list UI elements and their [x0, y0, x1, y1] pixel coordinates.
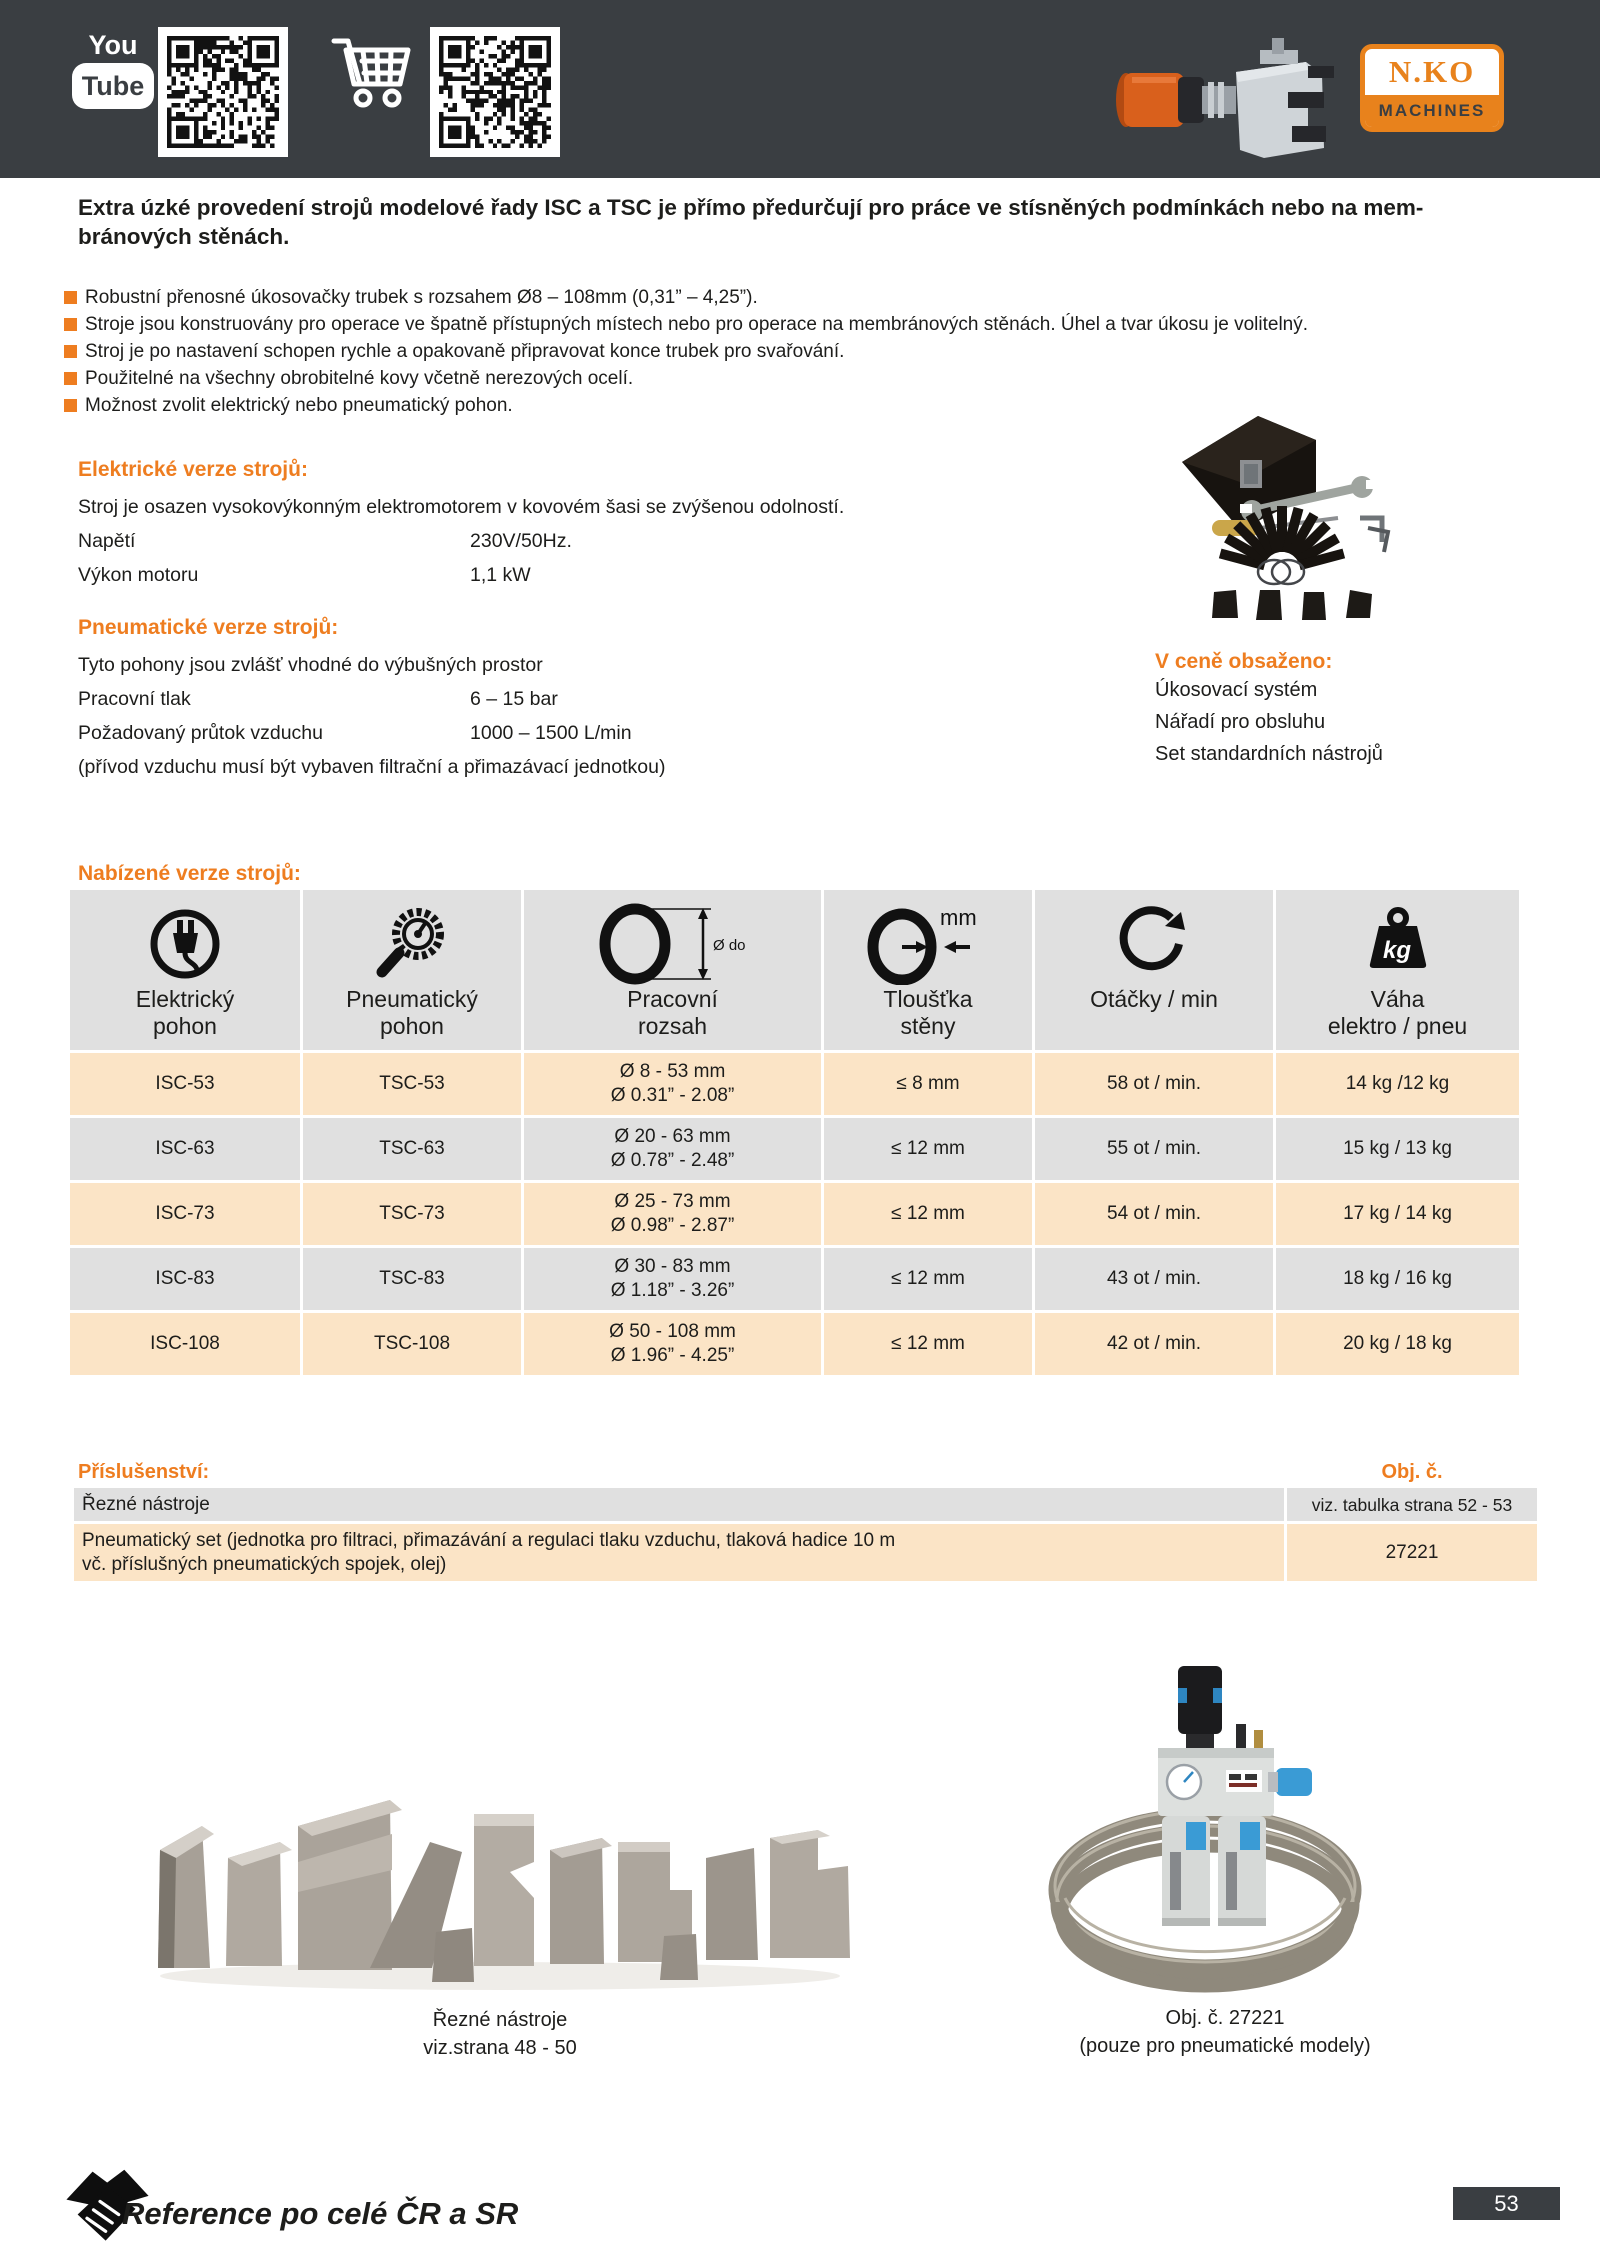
- spec-value: 1000 – 1500 L/min: [470, 722, 632, 744]
- pneumatic-section-title: Pneumatické verze strojů:: [78, 616, 339, 639]
- cell: [824, 1183, 1032, 1245]
- included-title: V ceně obsaženo:: [1155, 650, 1333, 673]
- brand-logo: [1360, 44, 1504, 132]
- table-header-wall: [824, 890, 1032, 1050]
- accessories-title: Příslušenství:: [78, 1461, 210, 1483]
- cutting-tools-caption: [280, 2006, 720, 2062]
- youtube-logo-you: You: [88, 30, 138, 60]
- beveling-machine-photo: [1112, 30, 1337, 160]
- caption-line1: Obj. č. 27221: [1165, 2007, 1285, 2029]
- machines-table: [70, 890, 1519, 1375]
- bullet-square-icon: [64, 399, 77, 412]
- cell-rpm: 42 ot / min.: [1107, 1333, 1201, 1354]
- intro-heading-line2: bránových stěnách.: [78, 224, 290, 249]
- col-label: stěny: [900, 1013, 956, 1039]
- table-row-isc-63: [70, 1118, 300, 1180]
- bullet-text: Stroj je po nastavení schopen rychle a opakovaně připravovat konce trubek pro svařování.: [85, 341, 845, 362]
- col-label: elektro / pneu: [1327, 1013, 1468, 1039]
- table-row-isc-83: [70, 1248, 300, 1310]
- accessory-name-line2: vč. příslušných pneumatických spojek, olej): [82, 1553, 447, 1575]
- spec-value: 6 – 15 bar: [470, 688, 558, 710]
- bullet-square-icon: [64, 318, 77, 331]
- caption-line2: viz.strana 48 - 50: [423, 2037, 577, 2059]
- page-number: 53: [1494, 2190, 1519, 2216]
- list-item: [64, 314, 1564, 336]
- cell: [824, 1248, 1032, 1310]
- included-item: Set standardních nástrojů: [1155, 743, 1383, 765]
- cell: [524, 1313, 821, 1375]
- bullet-text: Možnost zvolit elektrický nebo pneumatický pohon.: [85, 395, 513, 416]
- brand-subtitle: MACHINES: [1365, 95, 1499, 127]
- icon-note: Ø do: [712, 937, 746, 954]
- cell-range-mm: Ø 8 - 53 mm: [619, 1061, 726, 1082]
- cell-wall: ≤ 12 mm: [891, 1138, 965, 1159]
- included-item: Úkosovací systém: [1155, 679, 1318, 701]
- cell-electric: ISC-63: [155, 1138, 215, 1159]
- spec-label: Pracovní tlak: [78, 688, 191, 710]
- cell: [1276, 1313, 1519, 1375]
- cell-pneumatic: TSC-108: [373, 1333, 451, 1354]
- table-row-isc-73: [70, 1183, 300, 1245]
- cell: [524, 1183, 821, 1245]
- table-row-isc-53: [70, 1053, 300, 1115]
- table-header-weight: [1276, 890, 1519, 1050]
- pneumatic-note: (přívod vzduchu musí být vybaven filtrační a přimazávací jednotkou): [78, 756, 666, 778]
- list-item: [64, 341, 1564, 363]
- cell-weight: 17 kg / 14 kg: [1343, 1203, 1452, 1224]
- bullet-text: Stroje jsou konstruovány pro operace ve špatně přístupných místech nebo pro operace na membránových stěnách. Úhel a tvar úkosu je volitelný.: [85, 314, 1309, 335]
- spec-value: 230V/50Hz.: [470, 530, 572, 552]
- spec-row: [78, 682, 1098, 716]
- col-label: Váha: [1370, 986, 1425, 1012]
- youtube-logo: [72, 30, 154, 109]
- electric-desc: Stroj je osazen vysokovýkonným elektromotorem v kovovém šasi se zvýšenou odolností.: [78, 496, 845, 518]
- bullet-text: Použitelné na všechny obrobitelné kovy včetně nerezových ocelí.: [85, 368, 634, 389]
- cutting-tools-photo: [130, 1730, 870, 1995]
- cell-range-mm: Ø 30 - 83 mm: [614, 1256, 731, 1277]
- cell-pneumatic: TSC-63: [379, 1138, 445, 1159]
- pipe-diameter-icon: [593, 902, 753, 986]
- included-section: [1155, 650, 1575, 770]
- cell-wall: ≤ 12 mm: [891, 1268, 965, 1289]
- cell: [303, 1053, 521, 1115]
- cell: [1035, 1118, 1273, 1180]
- intro-heading: [78, 193, 1558, 251]
- cell-rpm: 58 ot / min.: [1107, 1073, 1201, 1094]
- cell: [303, 1183, 521, 1245]
- header-bar: [0, 0, 1600, 178]
- cell: [1035, 1313, 1273, 1375]
- rotation-speed-icon: [1115, 902, 1193, 986]
- cell-range-in: Ø 0.31” - 2.08”: [610, 1085, 735, 1106]
- table-header-rpm: [1035, 890, 1273, 1050]
- spec-value: 1,1 kW: [470, 564, 531, 586]
- bullet-text: Robustní přenosné úkosovačky trubek s rozsahem Ø8 – 108mm (0,31” – 4,25”).: [85, 287, 758, 308]
- cell: [524, 1248, 821, 1310]
- cell: [1035, 1053, 1273, 1115]
- cell-weight: 20 kg / 18 kg: [1343, 1333, 1452, 1354]
- accessory-row-pneumatic-set: [74, 1524, 1284, 1581]
- cell-rpm: 54 ot / min.: [1107, 1203, 1201, 1224]
- cell-pneumatic: TSC-53: [379, 1073, 445, 1094]
- cell: [1276, 1248, 1519, 1310]
- cell-weight: 15 kg / 13 kg: [1343, 1138, 1452, 1159]
- table-header-pneumatic: [303, 890, 521, 1050]
- col-label: pohon: [153, 1013, 217, 1039]
- cell: [303, 1248, 521, 1310]
- cell-electric: ISC-83: [155, 1268, 215, 1289]
- cell: [1276, 1118, 1519, 1180]
- accessory-row-cutting-tools: [74, 1488, 1284, 1521]
- cell: [824, 1313, 1032, 1375]
- col-label: pohon: [380, 1013, 444, 1039]
- caption-line1: Řezné nástroje: [432, 2009, 568, 2031]
- pneumatic-desc: Tyto pohony jsou zvlášť vhodné do výbušných prostor: [78, 654, 543, 676]
- cell-range-mm: Ø 25 - 73 mm: [614, 1191, 731, 1212]
- spec-row: [78, 716, 1098, 750]
- brand-name: N.KO: [1388, 54, 1476, 89]
- cell-range-in: Ø 0.78” - 2.48”: [610, 1150, 735, 1171]
- qr-code-youtube: [158, 27, 288, 157]
- cell-wall: ≤ 12 mm: [891, 1203, 965, 1224]
- table-row-isc-108: [70, 1313, 300, 1375]
- accessory-order: 27221: [1385, 1541, 1439, 1563]
- cell-range-mm: Ø 50 - 108 mm: [609, 1321, 736, 1342]
- machines-table-title: Nabízené verze strojů:: [78, 862, 301, 885]
- cell-rpm: 43 ot / min.: [1107, 1268, 1201, 1289]
- col-label: Pneumatický: [346, 986, 478, 1012]
- cell-wall: ≤ 12 mm: [891, 1333, 965, 1354]
- cell-weight: 14 kg /12 kg: [1345, 1073, 1450, 1094]
- caption-line2: (pouze pro pneumatické modely): [1079, 2035, 1371, 2057]
- bullet-square-icon: [64, 372, 77, 385]
- table-header-electric: [70, 890, 300, 1050]
- accessory-order-number: [1287, 1524, 1537, 1581]
- electric-section: [78, 458, 1098, 592]
- col-label: rozsah: [637, 1013, 708, 1039]
- pneumatic-set-photo: [1040, 1652, 1370, 2004]
- spec-label: Výkon motoru: [78, 564, 199, 586]
- toolkit-photo: [1160, 400, 1410, 625]
- table-header-range: [524, 890, 821, 1050]
- icon-note: kg: [1382, 937, 1411, 964]
- accessories-order-header: Obj. č.: [1381, 1461, 1443, 1483]
- cell-pneumatic: TSC-73: [379, 1203, 445, 1224]
- bullet-square-icon: [64, 291, 77, 304]
- accessories-table: [74, 1488, 1537, 1581]
- cell: [303, 1118, 521, 1180]
- cell-range-in: Ø 1.96” - 4.25”: [610, 1345, 735, 1366]
- icon-note: mm: [940, 905, 977, 930]
- cell: [1276, 1183, 1519, 1245]
- col-label: Pracovní: [627, 986, 718, 1012]
- intro-heading-line1: Extra úzké provedení strojů modelové řady ISC a TSC je přímo předurčují pro práce ve stísněných podmínkách nebo na mem-: [78, 195, 1424, 220]
- plug-icon: [147, 902, 223, 986]
- pneumatic-section: [78, 616, 1098, 784]
- col-label: Tloušťka: [883, 986, 973, 1012]
- cell-rpm: 55 ot / min.: [1107, 1138, 1201, 1159]
- accessory-name-line1: Pneumatický set (jednotka pro filtraci, přimazávání a regulaci tlaku vzduchu, tlaková hadice 10 m: [82, 1529, 896, 1551]
- cell: [824, 1118, 1032, 1180]
- cell: [524, 1053, 821, 1115]
- accessory-order: viz. tabulka strana 52 - 53: [1311, 1494, 1513, 1515]
- list-item: [64, 287, 1564, 309]
- cell-wall: ≤ 8 mm: [896, 1073, 960, 1094]
- cell-electric: ISC-73: [155, 1203, 215, 1224]
- reference-line: Reference po celé ČR a SR: [122, 2196, 519, 2231]
- cart-icon: [330, 34, 418, 112]
- cell-electric: ISC-108: [150, 1333, 220, 1354]
- cell: [824, 1053, 1032, 1115]
- pneumatic-drive-icon: [372, 902, 452, 986]
- col-label: Elektrický: [135, 986, 235, 1012]
- cell-pneumatic: TSC-83: [379, 1268, 445, 1289]
- cell: [1035, 1248, 1273, 1310]
- col-label: Otáčky / min: [1090, 986, 1218, 1012]
- accessory-order-ref: [1287, 1488, 1537, 1521]
- youtube-logo-tube: Tube: [72, 63, 154, 109]
- accessory-name: Řezné nástroje: [82, 1493, 210, 1515]
- spec-label: Napětí: [78, 530, 136, 552]
- included-item: Nářadí pro obsluhu: [1155, 711, 1326, 733]
- wall-thickness-icon: [858, 902, 998, 986]
- cell-range-mm: Ø 20 - 63 mm: [614, 1126, 731, 1147]
- spec-label: Požadovaný průtok vzduchu: [78, 722, 323, 744]
- cell-range-in: Ø 0.98” - 2.87”: [610, 1215, 735, 1236]
- pneumatic-set-caption: [1020, 2004, 1430, 2060]
- qr-code-eshop: [430, 27, 560, 157]
- list-item: [64, 368, 1564, 390]
- spec-row: [78, 524, 1098, 558]
- spec-row: [78, 558, 1098, 592]
- bullet-square-icon: [64, 345, 77, 358]
- cell-range-in: Ø 1.18” - 3.26”: [610, 1280, 735, 1301]
- page-number-box: [1453, 2187, 1560, 2220]
- cell: [1276, 1053, 1519, 1115]
- cell: [303, 1313, 521, 1375]
- cell: [1035, 1183, 1273, 1245]
- electric-section-title: Elektrické verze strojů:: [78, 458, 308, 481]
- cell-weight: 18 kg / 16 kg: [1343, 1268, 1452, 1289]
- cell-electric: ISC-53: [155, 1073, 215, 1094]
- weight-icon: [1363, 902, 1433, 986]
- cell: [524, 1118, 821, 1180]
